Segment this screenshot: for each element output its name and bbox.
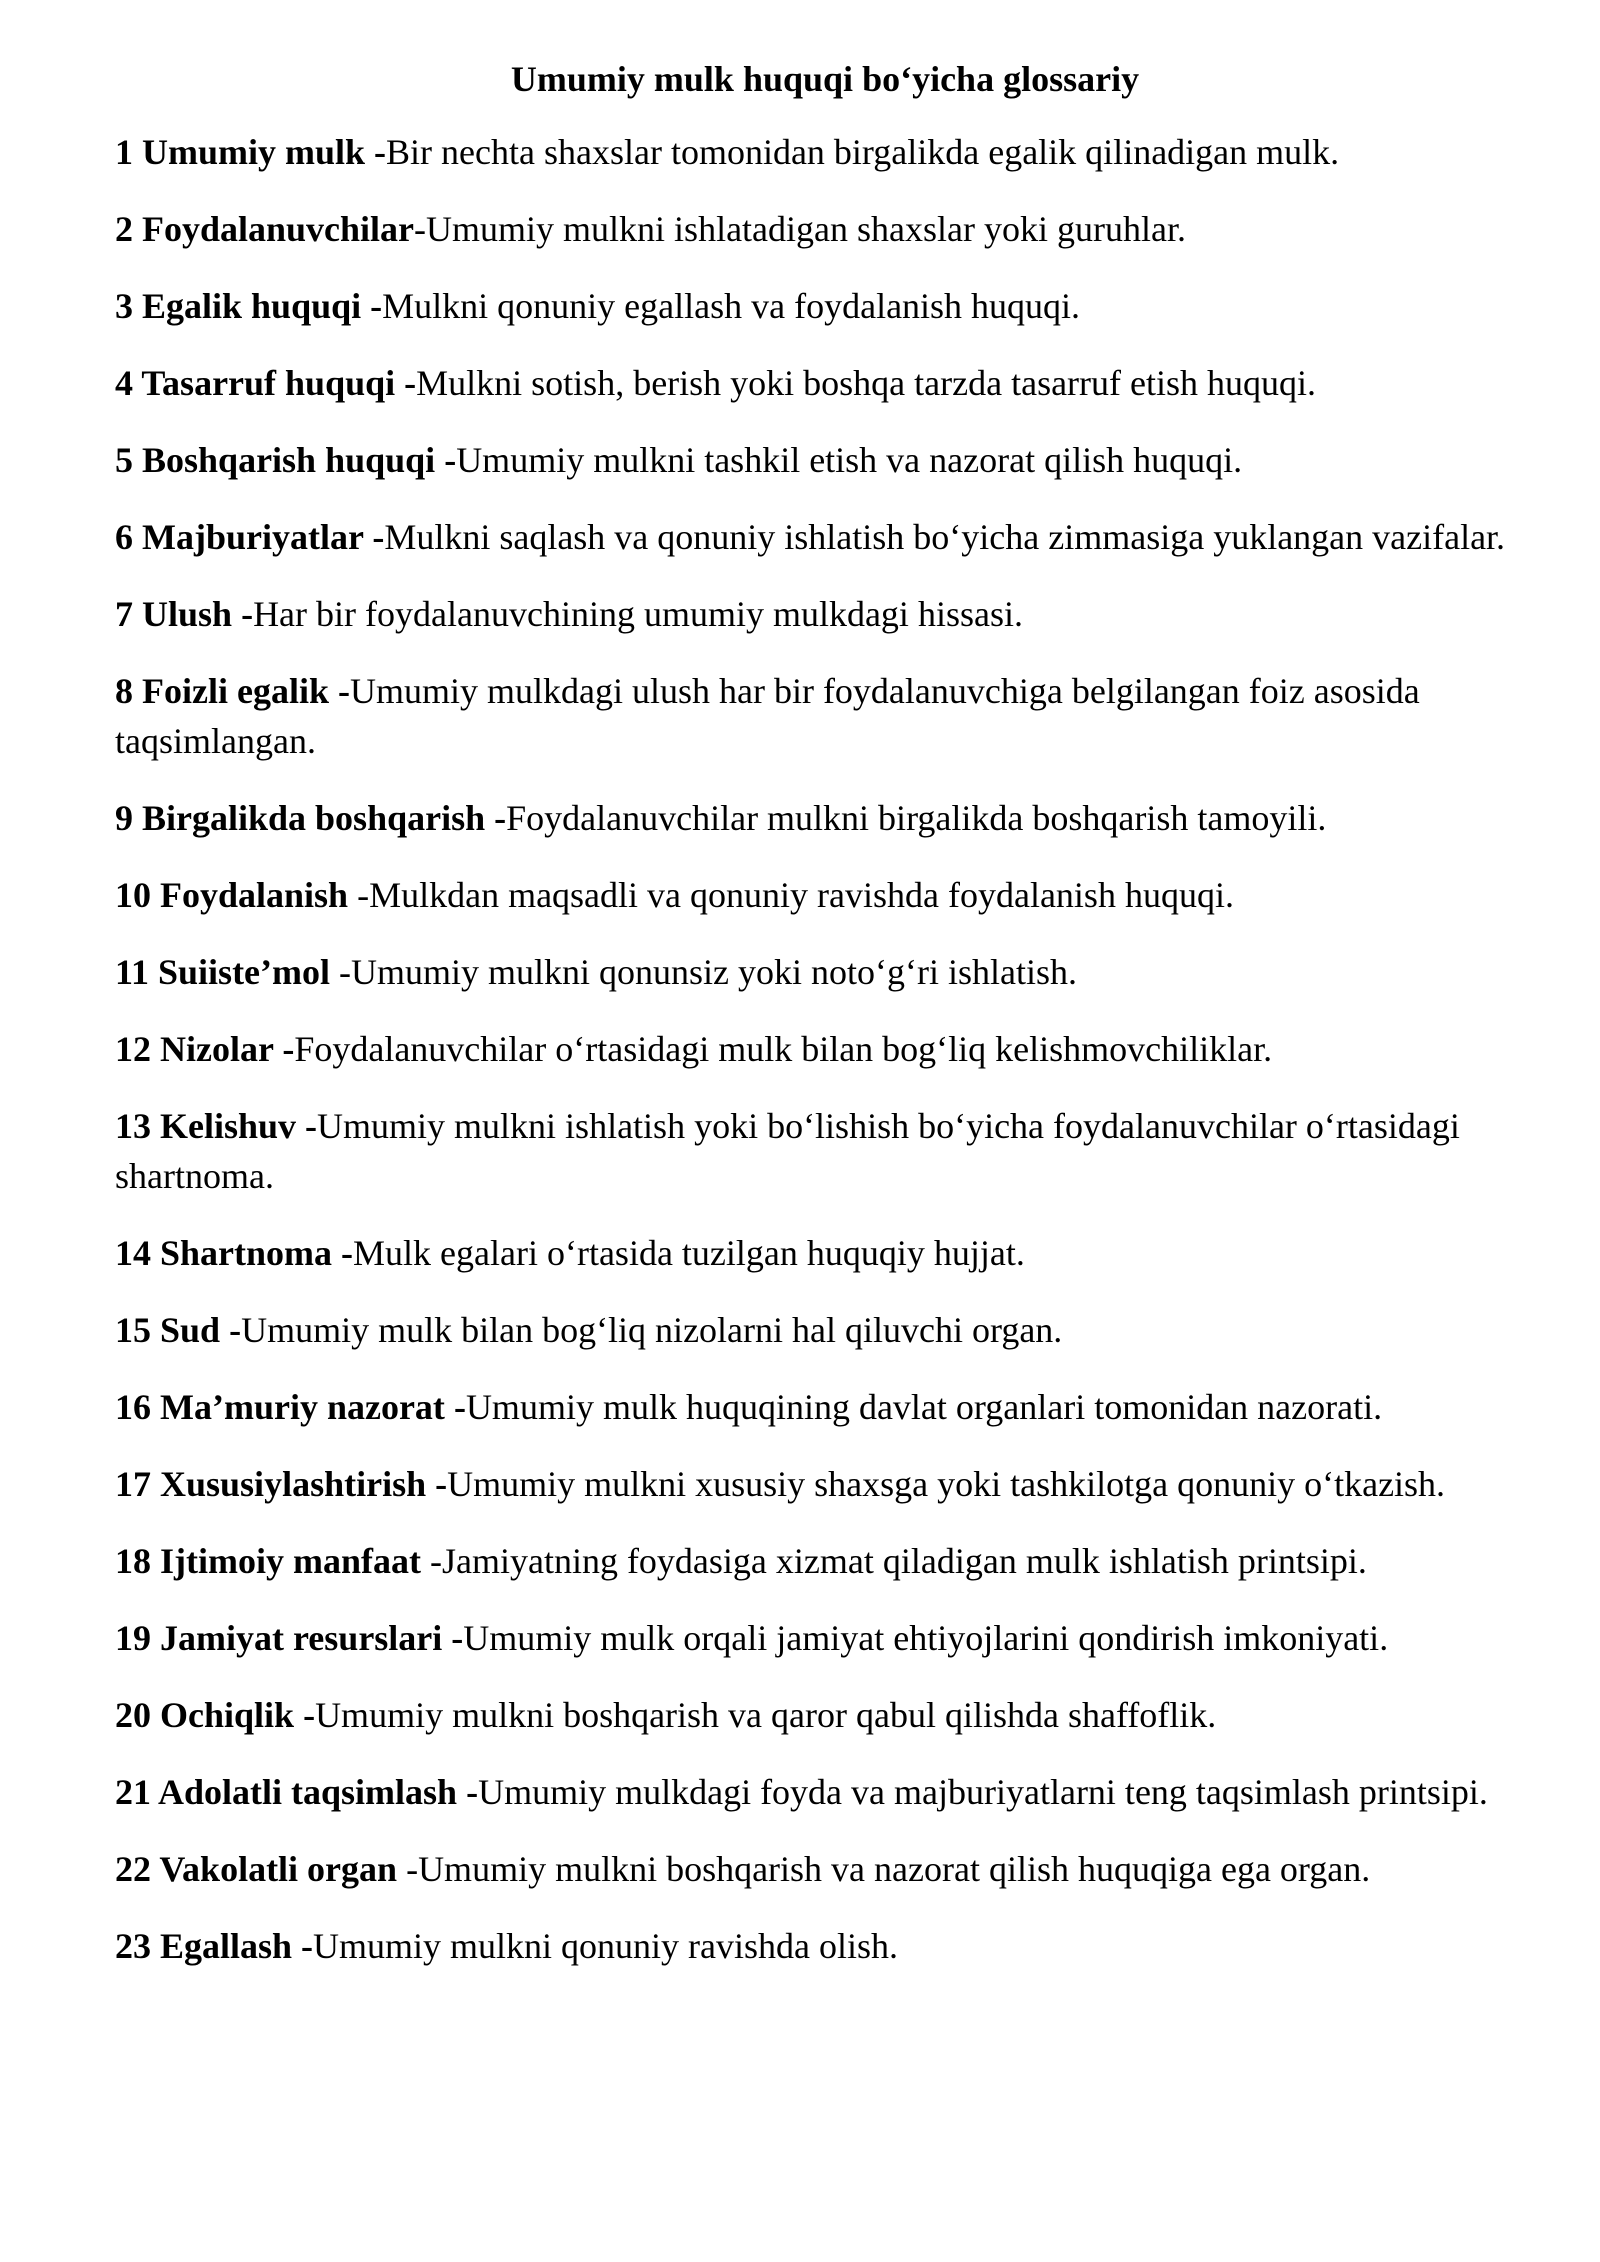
- glossary-term: 20 Ochiqlik: [115, 1695, 304, 1735]
- term-separator: -: [444, 440, 457, 480]
- glossary-entry: [115, 1767, 1535, 1817]
- glossary-term: 22 Vakolatli organ: [115, 1849, 407, 1889]
- term-separator: -: [337, 671, 350, 711]
- term-separator: -: [414, 209, 427, 249]
- glossary-term: 2 Foydalanuvchilar: [115, 209, 415, 249]
- glossary-definition: Umumiy mulkni qonuniy ravishda olish.: [313, 1926, 899, 1966]
- term-separator: -: [282, 1029, 295, 1069]
- glossary-term: 19 Jamiyat resurslari: [115, 1618, 452, 1658]
- glossary-definition: Mulkdan maqsadli va qonuniy ravishda foydalanish huquqi.: [369, 875, 1234, 915]
- glossary-entry: [115, 870, 1535, 920]
- term-separator: -: [429, 1541, 442, 1581]
- glossary-entry: [115, 1305, 1535, 1355]
- term-separator: -: [301, 1926, 314, 1966]
- glossary-definition: Mulkni sotish, berish yoki boshqa tarzda tasarruf etish huquqi.: [416, 363, 1317, 403]
- document-title: Umumiy mulk huquqi bo‘yicha glossariy: [510, 59, 1140, 99]
- term-separator: -: [372, 517, 385, 557]
- glossary-definition: Umumiy mulkdagi ulush har bir foydalanuvchiga belgilangan foiz asosida taqsimlangan.: [115, 671, 1420, 761]
- document-page: [115, 55, 1535, 1998]
- glossary-entry: [115, 435, 1535, 485]
- glossary-entry: [115, 512, 1535, 562]
- glossary-term: 7 Ulush: [115, 594, 242, 634]
- term-separator: -: [404, 363, 417, 403]
- glossary-term: 4 Tasarruf huquqi: [115, 363, 405, 403]
- glossary-definition: Umumiy mulkni boshqarish va qaror qabul qilishda shaffoflik.: [315, 1695, 1217, 1735]
- glossary-definition: Mulk egalari o‘rtasida tuzilgan huquqiy hujjat.: [353, 1233, 1025, 1273]
- glossary-entry: [115, 358, 1535, 408]
- glossary-entry: [115, 947, 1535, 997]
- glossary-definition: Umumiy mulkni tashkil etish va nazorat qilish huquqi.: [456, 440, 1243, 480]
- glossary-entry: [115, 1921, 1535, 1971]
- glossary-term: 15 Sud: [115, 1310, 230, 1350]
- glossary-definition: Foydalanuvchilar o‘rtasidagi mulk bilan bog‘liq kelishmovchiliklar.: [294, 1029, 1273, 1069]
- glossary-entry: [115, 666, 1535, 766]
- glossary-entry: [115, 589, 1535, 639]
- term-separator: -: [406, 1849, 419, 1889]
- glossary-definition: Umumiy mulkni ishlatish yoki bo‘lishish bo‘yicha foydalanuvchilar o‘rtasidagi shartnoma.: [115, 1106, 1460, 1196]
- glossary-term: 13 Kelishuv: [115, 1106, 306, 1146]
- term-separator: -: [357, 875, 370, 915]
- glossary-entry: [115, 281, 1535, 331]
- glossary-entry: [115, 1459, 1535, 1509]
- glossary-term: 8 Foizli egalik: [115, 671, 338, 711]
- glossary-term: 10 Foydalanish: [115, 875, 358, 915]
- term-separator: -: [453, 1387, 466, 1427]
- glossary-entry: [115, 204, 1535, 254]
- term-separator: -: [305, 1106, 318, 1146]
- glossary-term: 6 Majburiyatlar: [115, 517, 373, 557]
- glossary-definition: Mulkni qonuniy egallash va foydalanish huquqi.: [382, 286, 1081, 326]
- glossary-entry: [115, 1101, 1535, 1201]
- glossary-entry: [115, 1613, 1535, 1663]
- glossary-definition: Mulkni saqlash va qonuniy ishlatish bo‘yicha zimmasiga yuklangan vazifalar.: [384, 517, 1506, 557]
- glossary-entry: [115, 1024, 1535, 1074]
- glossary-term: 3 Egalik huquqi: [115, 286, 371, 326]
- glossary-definition: Umumiy mulkni qonunsiz yoki noto‘g‘ri ishlatish.: [351, 952, 1077, 992]
- glossary-term: 1 Umumiy mulk: [115, 132, 375, 172]
- glossary-term: 23 Egallash: [115, 1926, 302, 1966]
- glossary-entry: [115, 1690, 1535, 1740]
- glossary-entry: [115, 1844, 1535, 1894]
- term-separator: -: [339, 952, 352, 992]
- glossary-definition: Umumiy mulkni xususiy shaxsga yoki tashkilotga qonuniy o‘tkazish.: [447, 1464, 1446, 1504]
- term-separator: -: [370, 286, 383, 326]
- term-separator: -: [241, 594, 254, 634]
- term-separator: -: [229, 1310, 242, 1350]
- glossary-term: 9 Birgalikda boshqarish: [115, 798, 495, 838]
- term-separator: -: [374, 132, 387, 172]
- glossary-definition: Bir nechta shaxslar tomonidan birgalikda egalik qilinadigan mulk.: [386, 132, 1340, 172]
- glossary-term: 16 Ma’muriy nazorat: [115, 1387, 454, 1427]
- glossary-list: [115, 127, 1535, 1971]
- glossary-entry: [115, 1536, 1535, 1586]
- term-separator: -: [341, 1233, 354, 1273]
- glossary-term: 21 Adolatli taqsimlash: [115, 1772, 467, 1812]
- glossary-entry: [115, 793, 1535, 843]
- glossary-definition: Foydalanuvchilar mulkni birgalikda boshqarish tamoyili.: [506, 798, 1327, 838]
- glossary-entry: [115, 1382, 1535, 1432]
- term-separator: -: [494, 798, 507, 838]
- glossary-term: 12 Nizolar: [115, 1029, 283, 1069]
- glossary-definition: Umumiy mulk huquqining davlat organlari tomonidan nazorati.: [465, 1387, 1383, 1427]
- glossary-definition: Umumiy mulkni boshqarish va nazorat qilish huquqiga ega organ.: [418, 1849, 1371, 1889]
- glossary-definition: Har bir foydalanuvchining umumiy mulkdagi hissasi.: [253, 594, 1023, 634]
- glossary-term: 17 Xususiylashtirish: [115, 1464, 436, 1504]
- term-separator: -: [435, 1464, 448, 1504]
- glossary-definition: Umumiy mulkdagi foyda va majburiyatlarni teng taqsimlash printsipi.: [478, 1772, 1488, 1812]
- glossary-definition: Umumiy mulk bilan bog‘liq nizolarni hal qiluvchi organ.: [241, 1310, 1063, 1350]
- term-separator: -: [466, 1772, 479, 1812]
- glossary-definition: Umumiy mulk orqali jamiyat ehtiyojlarini qondirish imkoniyati.: [463, 1618, 1389, 1658]
- glossary-term: 5 Boshqarish huquqi: [115, 440, 445, 480]
- term-separator: -: [451, 1618, 464, 1658]
- glossary-entry: [115, 1228, 1535, 1278]
- glossary-definition: Jamiyatning foydasiga xizmat qiladigan mulk ishlatish printsipi.: [441, 1541, 1367, 1581]
- glossary-entry: [115, 127, 1535, 177]
- glossary-definition: Umumiy mulkni ishlatadigan shaxslar yoki guruhlar.: [426, 209, 1186, 249]
- glossary-term: 18 Ijtimoiy manfaat: [115, 1541, 430, 1581]
- term-separator: -: [303, 1695, 316, 1735]
- glossary-term: 11 Suiiste’mol: [115, 952, 340, 992]
- glossary-term: 14 Shartnoma: [115, 1233, 342, 1273]
